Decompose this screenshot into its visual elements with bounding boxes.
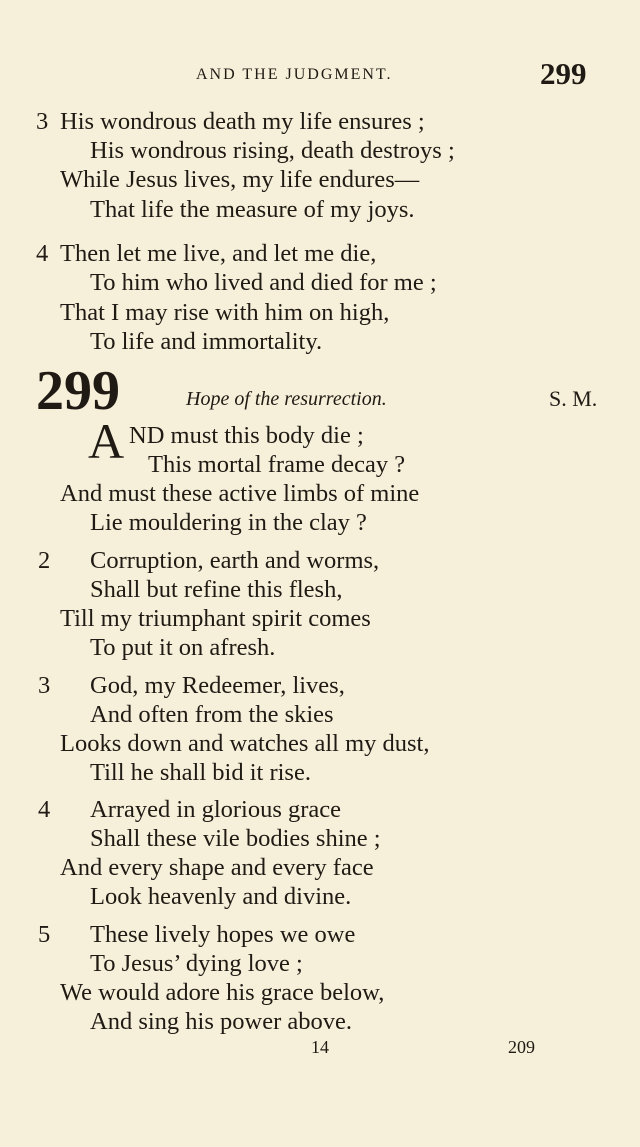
verse-line: Lie mouldering in the clay ? xyxy=(90,509,367,536)
stanza-number: 2 xyxy=(38,547,51,574)
hymn-title: Hope of the resurrection. xyxy=(186,388,387,410)
verse-line: Arrayed in glorious grace xyxy=(90,796,342,823)
verse-line: Till he shall bid it rise. xyxy=(90,759,311,786)
verse-line: Then let me live, and let me die, xyxy=(60,240,377,267)
page-hymn-number: 299 xyxy=(540,56,587,91)
verse-line: ND must this body die ; xyxy=(129,422,364,449)
verse-line: Looks down and watches all my dust, xyxy=(60,730,430,757)
verse-line: To Jesus’ dying love ; xyxy=(90,950,303,977)
running-title: AND THE JUDGMENT. xyxy=(196,66,393,83)
verse-line: And must these active limbs of mine xyxy=(60,480,420,507)
stanza-number: 4 xyxy=(38,796,51,823)
stanza-number: 4 xyxy=(36,240,49,267)
verse-line: This mortal frame decay ? xyxy=(148,451,406,478)
verse-line: Shall but refine this flesh, xyxy=(90,576,343,603)
verse-line: And sing his power above. xyxy=(90,1008,352,1035)
verse-line: And every shape and every face xyxy=(60,854,374,881)
verse-line: God, my Redeemer, lives, xyxy=(90,672,345,699)
page-number: 209 xyxy=(508,1037,535,1057)
verse-line: His wondrous death my life ensures ; xyxy=(60,108,425,135)
verse-line: Shall these vile bodies shine ; xyxy=(90,825,381,852)
verse-line: That life the measure of my joys. xyxy=(90,196,415,223)
drop-cap: A xyxy=(88,413,125,469)
verse-line: And often from the skies xyxy=(90,701,334,728)
stanza-number: 3 xyxy=(36,108,49,135)
verse-line: Till my triumphant spirit comes xyxy=(60,605,371,632)
hymn-meter: S. M. xyxy=(549,386,598,411)
verse-line: His wondrous rising, death destroys ; xyxy=(90,137,455,164)
signature-mark: 14 xyxy=(311,1037,329,1057)
verse-line: These lively hopes we owe xyxy=(90,921,356,948)
verse-line: While Jesus lives, my life endures— xyxy=(60,166,420,193)
stanza-number: 3 xyxy=(38,672,51,699)
verse-line: Look heavenly and divine. xyxy=(90,883,352,910)
verse-line: Corruption, earth and worms, xyxy=(90,547,380,574)
verse-line: To life and immortality. xyxy=(90,328,323,355)
hymn-number: 299 xyxy=(36,360,120,422)
verse-line: To put it on afresh. xyxy=(90,634,276,661)
stanza-number: 5 xyxy=(38,921,51,948)
verse-line: That I may rise with him on high, xyxy=(60,299,390,326)
verse-line: To him who lived and died for me ; xyxy=(90,269,437,296)
verse-line: We would adore his grace below, xyxy=(60,979,385,1006)
